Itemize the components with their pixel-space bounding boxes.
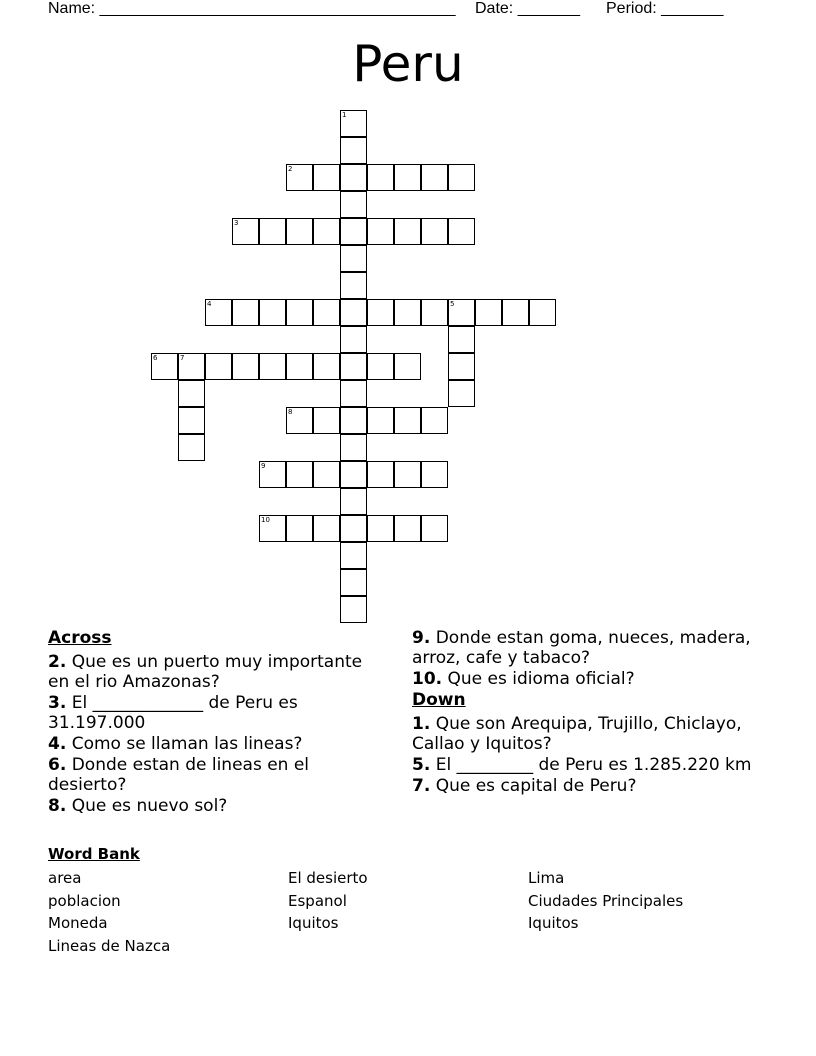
word-bank-word: area bbox=[48, 869, 82, 887]
crossword-cell[interactable] bbox=[286, 218, 313, 245]
crossword-cell[interactable] bbox=[259, 461, 286, 488]
crossword-cell[interactable] bbox=[421, 218, 448, 245]
crossword-cell[interactable] bbox=[421, 461, 448, 488]
across-heading: Across bbox=[48, 628, 112, 648]
crossword-cell[interactable] bbox=[178, 407, 205, 434]
word-bank-word: Lima bbox=[528, 869, 565, 887]
crossword-cell[interactable] bbox=[340, 380, 367, 407]
crossword-cell[interactable] bbox=[259, 353, 286, 380]
word-bank-word: El desierto bbox=[288, 869, 368, 887]
crossword-cell[interactable] bbox=[394, 461, 421, 488]
crossword-cell[interactable] bbox=[394, 515, 421, 542]
crossword-cell[interactable] bbox=[286, 164, 313, 191]
crossword-cell[interactable] bbox=[340, 164, 367, 191]
clue-down-7 bbox=[412, 776, 752, 796]
crossword-cell[interactable] bbox=[367, 515, 394, 542]
cell-number: 3 bbox=[234, 219, 239, 227]
crossword-cell[interactable] bbox=[232, 353, 259, 380]
crossword-cell[interactable] bbox=[313, 515, 340, 542]
clue-across-9 bbox=[412, 628, 752, 668]
clue-number: 5. bbox=[412, 755, 431, 775]
cell-number: 1 bbox=[342, 111, 347, 119]
crossword-cell[interactable] bbox=[313, 407, 340, 434]
crossword-cell[interactable] bbox=[259, 218, 286, 245]
crossword-cell[interactable] bbox=[394, 164, 421, 191]
clue-text: Que son Arequipa, Trujillo, Chiclayo, Callao y Iquitos? bbox=[412, 714, 742, 754]
crossword-cell[interactable] bbox=[340, 299, 367, 326]
crossword-cell[interactable] bbox=[340, 461, 367, 488]
word-bank-word: Moneda bbox=[48, 914, 108, 932]
clue-across-4 bbox=[48, 734, 388, 754]
cell-number: 8 bbox=[288, 408, 293, 416]
crossword-cell[interactable] bbox=[340, 110, 367, 137]
clues-right-column bbox=[412, 628, 752, 797]
crossword-cell[interactable] bbox=[448, 380, 475, 407]
cell-number: 2 bbox=[288, 165, 293, 173]
clue-number: 9. bbox=[412, 628, 431, 648]
clue-text: Que es idioma oficial? bbox=[447, 669, 635, 689]
crossword-cell[interactable] bbox=[232, 299, 259, 326]
crossword-cell[interactable] bbox=[340, 245, 367, 272]
cell-number: 9 bbox=[261, 462, 266, 470]
cell-number: 10 bbox=[261, 516, 270, 524]
crossword-cell[interactable] bbox=[367, 353, 394, 380]
crossword-cell[interactable] bbox=[313, 299, 340, 326]
crossword-cell[interactable] bbox=[205, 299, 232, 326]
crossword-cell[interactable] bbox=[394, 353, 421, 380]
crossword-cell[interactable] bbox=[367, 299, 394, 326]
crossword-cell[interactable] bbox=[286, 407, 313, 434]
crossword-cell[interactable] bbox=[286, 353, 313, 380]
clue-number: 10. bbox=[412, 669, 443, 689]
crossword-cell[interactable] bbox=[448, 218, 475, 245]
crossword-cell[interactable] bbox=[313, 164, 340, 191]
clue-across-8 bbox=[48, 796, 388, 816]
crossword-cell[interactable] bbox=[421, 515, 448, 542]
clue-number: 8. bbox=[48, 796, 67, 816]
crossword-cell[interactable] bbox=[421, 407, 448, 434]
clue-across-3 bbox=[48, 693, 388, 733]
crossword-cell[interactable] bbox=[340, 218, 367, 245]
crossword-cell[interactable] bbox=[367, 461, 394, 488]
crossword-cell[interactable] bbox=[340, 569, 367, 596]
crossword-cell[interactable] bbox=[475, 299, 502, 326]
crossword-cell[interactable] bbox=[367, 407, 394, 434]
clue-across-10 bbox=[412, 669, 752, 689]
clue-number: 6. bbox=[48, 755, 67, 775]
crossword-cell[interactable] bbox=[448, 326, 475, 353]
crossword-cell[interactable] bbox=[340, 434, 367, 461]
word-bank-word: Espanol bbox=[288, 892, 347, 910]
crossword-cell[interactable] bbox=[259, 299, 286, 326]
crossword-cell[interactable] bbox=[205, 353, 232, 380]
crossword-cell[interactable] bbox=[529, 299, 556, 326]
crossword-cell[interactable] bbox=[178, 353, 205, 380]
crossword-cell[interactable] bbox=[394, 218, 421, 245]
date-field[interactable]: Date: _______ bbox=[475, 0, 580, 17]
clue-text: Como se llaman las lineas? bbox=[71, 734, 303, 754]
clue-number: 7. bbox=[412, 776, 431, 796]
cell-number: 5 bbox=[450, 300, 455, 308]
clue-text: El _____________ de Peru es 31.197.000 bbox=[48, 693, 298, 733]
crossword-cell[interactable] bbox=[232, 218, 259, 245]
clue-text: Que es capital de Peru? bbox=[435, 776, 637, 796]
crossword-cell[interactable] bbox=[340, 488, 367, 515]
crossword-cell[interactable] bbox=[448, 353, 475, 380]
clue-text: El _________ de Peru es 1.285.220 km bbox=[435, 755, 752, 775]
crossword-cell[interactable] bbox=[421, 164, 448, 191]
cell-number: 6 bbox=[153, 354, 158, 362]
word-bank-word: Iquitos bbox=[528, 914, 579, 932]
clue-number: 1. bbox=[412, 714, 431, 734]
crossword-cell[interactable] bbox=[340, 515, 367, 542]
crossword-cell[interactable] bbox=[286, 461, 313, 488]
crossword-cell[interactable] bbox=[178, 380, 205, 407]
crossword-cell[interactable] bbox=[448, 164, 475, 191]
clues-left-column bbox=[48, 628, 388, 817]
period-field[interactable]: Period: _______ bbox=[606, 0, 724, 17]
crossword-cell[interactable] bbox=[367, 164, 394, 191]
word-bank-word: poblacion bbox=[48, 892, 121, 910]
clue-text: Que es nuevo sol? bbox=[71, 796, 228, 816]
crossword-cell[interactable] bbox=[340, 326, 367, 353]
crossword-cell[interactable] bbox=[313, 353, 340, 380]
crossword-cell[interactable] bbox=[394, 407, 421, 434]
word-bank-heading: Word Bank bbox=[48, 845, 140, 863]
crossword-cell[interactable] bbox=[421, 299, 448, 326]
down-heading: Down bbox=[412, 690, 466, 710]
clue-number: 3. bbox=[48, 693, 67, 713]
clue-number: 2. bbox=[48, 652, 67, 672]
crossword-cell[interactable] bbox=[367, 218, 394, 245]
crossword-cell[interactable] bbox=[448, 299, 475, 326]
crossword-cell[interactable] bbox=[340, 191, 367, 218]
clue-down-5 bbox=[412, 755, 752, 775]
clue-down-1 bbox=[412, 714, 752, 754]
crossword-cell[interactable] bbox=[502, 299, 529, 326]
crossword-cell[interactable] bbox=[394, 299, 421, 326]
crossword-cell[interactable] bbox=[340, 596, 367, 623]
cell-number: 4 bbox=[207, 300, 212, 308]
word-bank-word: Lineas de Nazca bbox=[48, 937, 171, 955]
clue-text: Donde estan de lineas en el desierto? bbox=[48, 755, 310, 795]
page-title: Peru bbox=[352, 35, 464, 93]
crossword-cell[interactable] bbox=[286, 299, 313, 326]
cell-number: 7 bbox=[180, 354, 185, 362]
crossword-cell[interactable] bbox=[313, 218, 340, 245]
clue-across-6 bbox=[48, 755, 388, 795]
crossword-cell[interactable] bbox=[340, 407, 367, 434]
crossword-cell[interactable] bbox=[151, 353, 178, 380]
crossword-cell[interactable] bbox=[340, 137, 367, 164]
word-bank-word: Iquitos bbox=[288, 914, 339, 932]
crossword-cell[interactable] bbox=[313, 461, 340, 488]
crossword-cell[interactable] bbox=[178, 434, 205, 461]
clue-across-2 bbox=[48, 652, 388, 692]
crossword-cell[interactable] bbox=[340, 272, 367, 299]
clue-number: 4. bbox=[48, 734, 67, 754]
crossword-cell[interactable] bbox=[259, 515, 286, 542]
crossword-cell[interactable] bbox=[286, 515, 313, 542]
crossword-cell[interactable] bbox=[340, 353, 367, 380]
name-field[interactable]: Name: ________________________________________ bbox=[48, 0, 456, 17]
word-bank-word: Ciudades Principales bbox=[528, 892, 684, 910]
clue-text: Donde estan goma, nueces, madera, arroz, cafe y tabaco? bbox=[412, 628, 751, 668]
crossword-cell[interactable] bbox=[340, 542, 367, 569]
clue-text: Que es un puerto muy importante en el rio Amazonas? bbox=[48, 652, 363, 692]
